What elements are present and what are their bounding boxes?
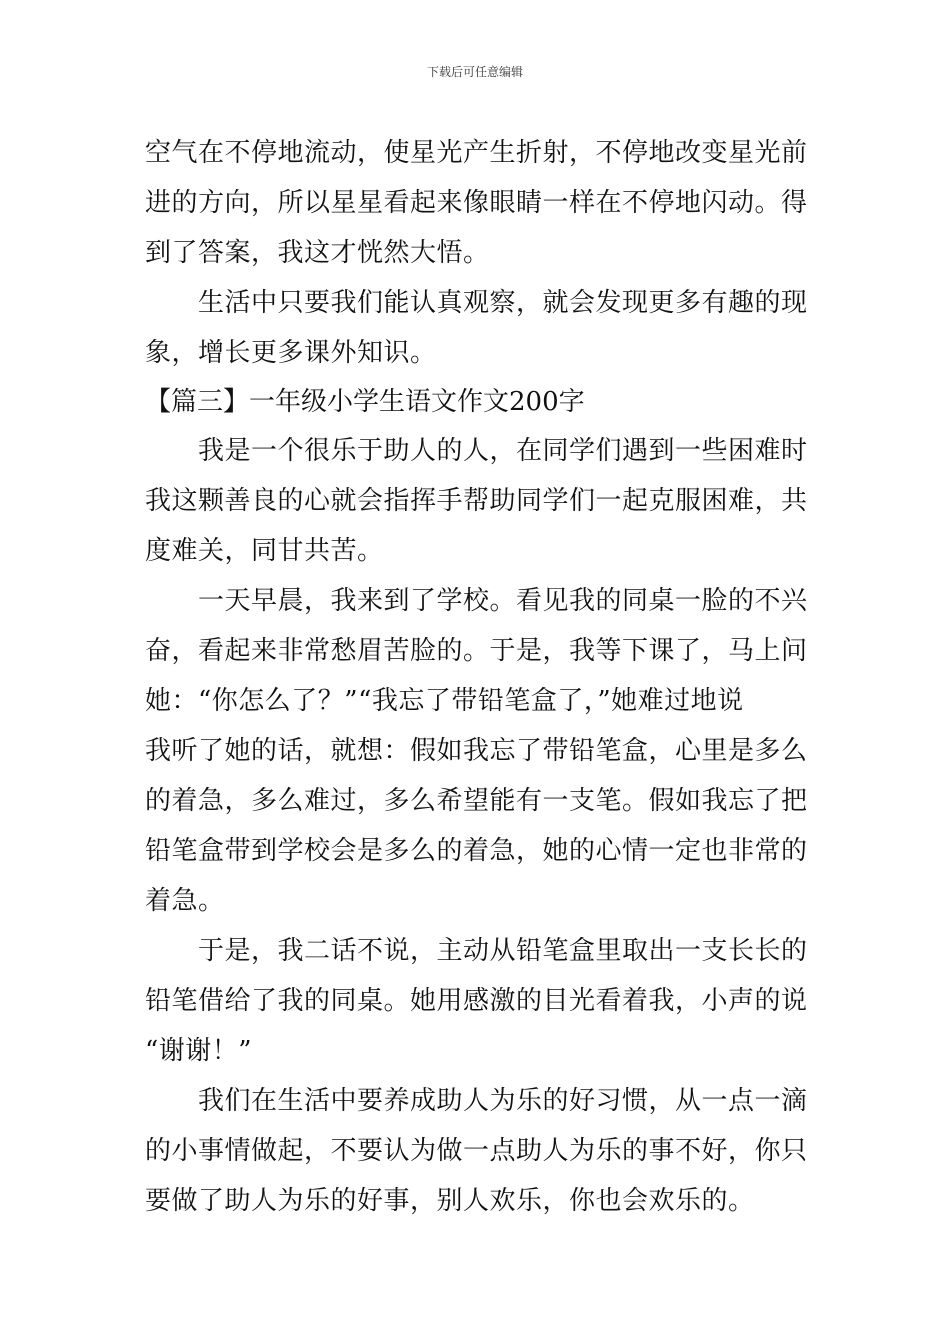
document-body bbox=[145, 128, 815, 1226]
text-line: 我们在生活中要养成助人为乐的好习惯，从一点一滴 bbox=[145, 1086, 808, 1116]
text-line: 我听了她的话，就想：假如我忘了带铅笔盒，心里是多么 bbox=[145, 736, 808, 766]
text-line: 生活中只要我们能认真观察，就会发现更多有趣的现 bbox=[145, 288, 808, 318]
section-heading: 【篇三】一年级小学生语文作文200字 bbox=[145, 387, 585, 417]
text-line: 度难关，同甘共苦。 bbox=[145, 536, 384, 566]
text-line: 的小事情做起，不要认为做一点助人为乐的事不好，你只 bbox=[145, 1136, 808, 1166]
text-line: 到了答案，我这才恍然大悟。 bbox=[145, 238, 490, 268]
text-line: 要做了助人为乐的好事，别人欢乐，你也会欢乐的。 bbox=[145, 1186, 755, 1216]
text-line: 进的方向，所以星星看起来像眼睛一样在不停地闪动。得 bbox=[145, 188, 808, 218]
text-line: 我这颗善良的心就会指挥手帮助同学们一起克服困难，共 bbox=[145, 486, 808, 516]
text-line: 铅笔借给了我的同桌。她用感激的目光看着我，小声的说 bbox=[145, 986, 808, 1016]
text-line: 一天早晨，我来到了学校。看见我的同桌一脸的不兴 bbox=[145, 586, 808, 616]
text-line: 空气在不停地流动，使星光产生折射，不停地改变星光前 bbox=[145, 138, 808, 168]
text-line: 我是一个很乐于助人的人，在同学们遇到一些困难时 bbox=[145, 436, 808, 466]
text-line: 于是，我二话不说，主动从铅笔盒里取出一支长长的 bbox=[145, 936, 808, 966]
text-line: 象，增长更多课外知识。 bbox=[145, 338, 437, 368]
text-line: 着急。 bbox=[145, 886, 225, 916]
text-line: 的着急，多么难过，多么希望能有一支笔。假如我忘了把 bbox=[145, 786, 808, 816]
text-line: “谢谢！” bbox=[145, 1036, 253, 1066]
text-line: 奋，看起来非常愁眉苦脸的。于是，我等下课了，马上问 bbox=[145, 636, 808, 666]
page-header: 下载后可任意编辑 bbox=[426, 65, 523, 79]
text-line: 铅笔盒带到学校会是多么的着急，她的心情一定也非常的 bbox=[145, 836, 808, 866]
text-line: 她：“你怎么了？”“我忘了带铅笔盒了，”她难过地说 bbox=[145, 686, 744, 716]
